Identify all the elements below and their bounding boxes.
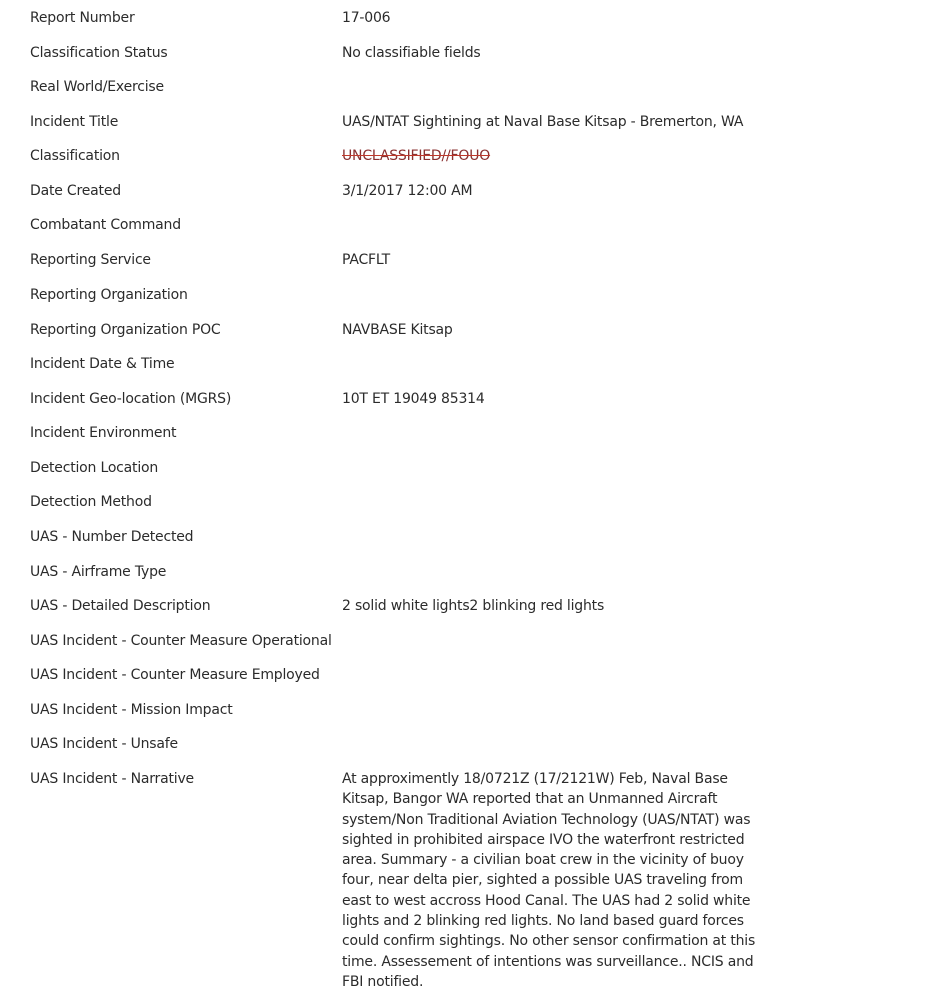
field-label: Real World/Exercise xyxy=(30,79,164,95)
field-label: UAS Incident - Unsafe xyxy=(30,736,178,752)
narrative-line: lights and 2 blinking red lights. No land based guard forces xyxy=(342,913,744,930)
field-label: UAS Incident - Counter Measure Employed xyxy=(30,667,320,683)
field-label: Incident Geo-location (MGRS) xyxy=(30,391,232,407)
field-label: Incident Environment xyxy=(30,425,177,441)
field-value: 3/1/2017 12:00 AM xyxy=(342,183,473,199)
field-label: UAS Incident - Counter Measure Operational xyxy=(30,633,332,649)
narrative-line: could confirm sightings. No other sensor confirmation at this xyxy=(342,933,756,950)
narrative-line: sighted in prohibited airspace IVO the waterfront restricted xyxy=(342,831,745,848)
field-value: 17-006 xyxy=(342,10,391,26)
field-label: Detection Location xyxy=(30,460,159,476)
narrative-line: system/Non Traditional Aviation Technology (UAS/NTAT) was xyxy=(342,811,751,828)
field-label: Date Created xyxy=(30,183,121,199)
field-label: Detection Method xyxy=(30,494,152,510)
field-label: UAS - Airframe Type xyxy=(30,564,167,580)
field-label: Incident Title xyxy=(30,114,119,130)
field-value: 10T ET 19049 85314 xyxy=(342,391,485,407)
field-label: UAS Incident - Narrative xyxy=(30,771,194,787)
field-label: Classification xyxy=(30,148,120,164)
field-label: UAS - Number Detected xyxy=(30,529,194,545)
field-label: Reporting Organization POC xyxy=(30,322,221,338)
narrative-line: time. Assessement of intentions was surveillance.. NCIS and xyxy=(342,953,754,970)
narrative-line: four, near delta pier, sighted a possible UAS traveling from xyxy=(342,872,743,889)
narrative-text xyxy=(342,769,762,992)
narrative-line: At approximently 18/0721Z (17/2121W) Feb, Naval Base xyxy=(342,771,728,787)
field-value: 2 solid white lights2 blinking red lights xyxy=(342,598,605,614)
narrative-line: area. Summary - a civilian boat crew in the vicinity of buoy xyxy=(342,852,744,869)
classification-value-struck: UNCLASSIFIED//FOUO xyxy=(342,148,491,164)
narrative-line: FBI notified. xyxy=(342,973,424,990)
field-label: Classification Status xyxy=(30,45,168,61)
field-label: Reporting Organization xyxy=(30,287,188,303)
field-value: UAS/NTAT Sightining at Naval Base Kitsap - Bremerton, WA xyxy=(342,114,744,130)
field-label: Reporting Service xyxy=(30,252,151,268)
field-label: UAS - Detailed Description xyxy=(30,598,211,614)
field-label: Incident Date & Time xyxy=(30,356,175,372)
narrative-line: Kitsap, Bangor WA reported that an Unmanned Aircraft xyxy=(342,791,718,808)
narrative-line: east to west accross Hood Canal. The UAS had 2 solid white xyxy=(342,892,751,909)
field-label: Report Number xyxy=(30,10,135,26)
field-label: UAS Incident - Mission Impact xyxy=(30,702,233,718)
field-value: NAVBASE Kitsap xyxy=(342,322,453,338)
field-value: PACFLT xyxy=(342,252,390,268)
field-label: Combatant Command xyxy=(30,217,181,233)
field-value: No classifiable fields xyxy=(342,45,481,61)
